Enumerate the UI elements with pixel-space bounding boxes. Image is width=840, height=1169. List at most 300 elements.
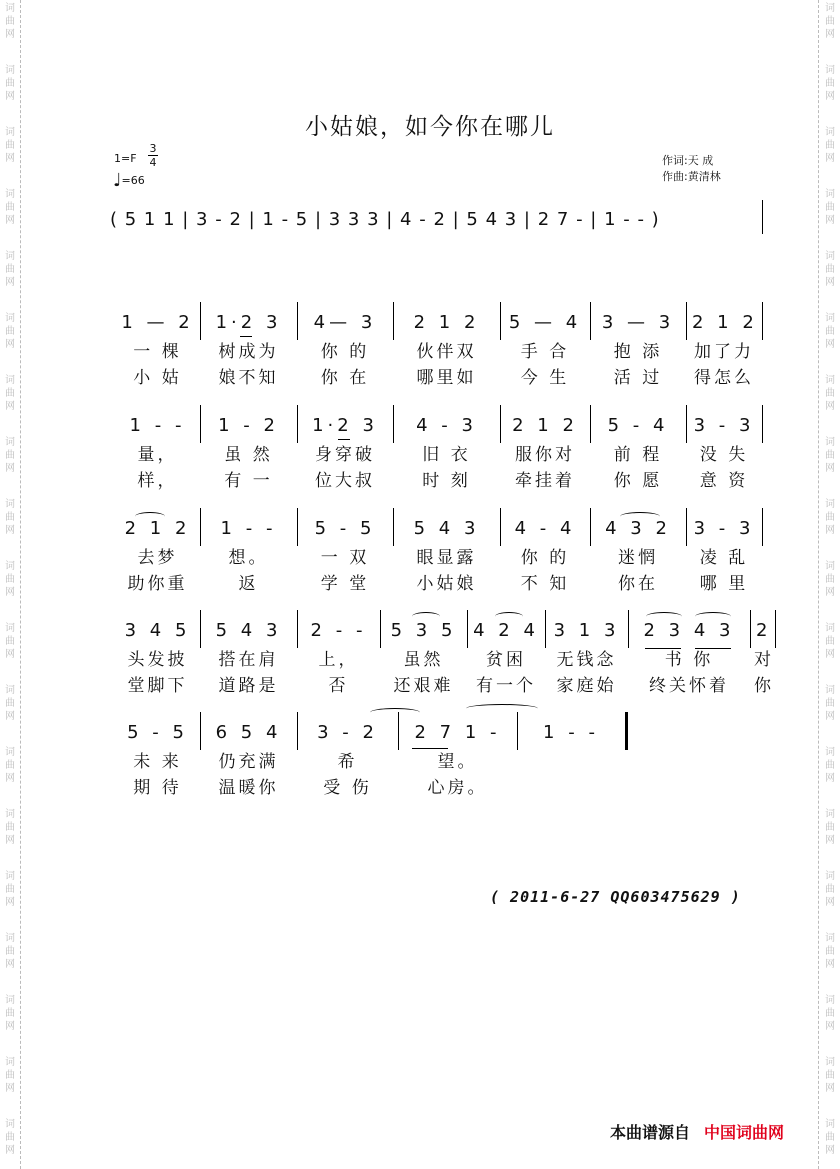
watermark-char: 词 (5, 1057, 15, 1068)
watermark (3, 622, 17, 661)
watermark-char: 词 (825, 685, 835, 696)
lyric-2: 温暖你 (218, 778, 279, 798)
watermark-char: 曲 (825, 884, 835, 895)
watermark-char: 词 (5, 437, 15, 448)
lyric-1: 虽然 (403, 650, 444, 670)
watermark-char: 曲 (5, 698, 15, 709)
measure: 3 - 2 (317, 722, 378, 743)
barline (590, 405, 591, 443)
watermark (3, 250, 17, 289)
slur (135, 512, 165, 521)
lyric-1: 服你对 (515, 445, 575, 465)
watermark-char: 曲 (825, 698, 835, 709)
tempo-marking (113, 170, 145, 191)
lyric-1: 凌 乱 (699, 548, 749, 568)
lyric-1: 伙伴双 (416, 342, 477, 362)
measure: 5 — 4 (508, 312, 582, 333)
watermark-char: 曲 (5, 1070, 15, 1081)
barline (297, 712, 298, 750)
lyric-2: 得怎么 (694, 368, 754, 388)
lyric-2: 活 过 (613, 368, 663, 388)
barline (500, 508, 501, 546)
watermark-char: 网 (825, 897, 835, 908)
barline (297, 405, 298, 443)
barline (762, 508, 763, 546)
watermark-char: 词 (825, 189, 835, 200)
watermark (823, 498, 837, 537)
watermark (823, 436, 837, 475)
quarter-note-icon: ♩ (113, 170, 122, 191)
key-signature: 1=F (114, 152, 137, 165)
watermark-char: 网 (5, 1083, 15, 1094)
watermark (823, 250, 837, 289)
lyricist-credit: 作词:天 成 (662, 154, 714, 167)
watermark (3, 64, 17, 103)
lyric-2: 心房。 (427, 778, 488, 798)
lyric-1: 贫困 (486, 650, 526, 670)
watermark-char: 词 (5, 747, 15, 758)
barline (686, 302, 687, 340)
watermark-char: 曲 (5, 822, 15, 833)
watermark (3, 808, 17, 847)
source-label: 本曲谱源自 (610, 1123, 691, 1142)
lyric-1: 去梦 (137, 548, 178, 568)
lyric-2: 你 愿 (613, 471, 663, 491)
barline (393, 302, 394, 340)
watermark-char: 词 (825, 499, 835, 510)
measure: 2 (756, 620, 772, 641)
barline (500, 302, 501, 340)
lyric-2: 终关怀着 (649, 676, 729, 696)
watermark (3, 560, 17, 599)
lyric-2: 还艰难 (393, 676, 454, 696)
intro-end-barline (762, 200, 763, 234)
slur (370, 708, 420, 717)
lyric-2: 否 (328, 676, 349, 696)
eighth-note-underline (695, 648, 731, 649)
lyric-1: 仍充满 (218, 752, 279, 772)
measure: 5 - 4 (607, 415, 669, 436)
watermark-char: 曲 (825, 202, 835, 213)
watermark (3, 684, 17, 723)
lyric-1: 一 棵 (133, 342, 182, 362)
watermark-char: 网 (5, 29, 15, 40)
measure: 1·2 3 (215, 312, 282, 333)
watermark-char: 网 (5, 91, 15, 102)
lyric-1: 望。 (437, 752, 478, 772)
measure: 3 — 3 (601, 312, 675, 333)
barline (393, 508, 394, 546)
watermark-char: 曲 (5, 326, 15, 337)
watermark-char: 曲 (5, 450, 15, 461)
measure: 3 - 3 (693, 415, 755, 436)
lyric-1: 抱 添 (613, 342, 663, 362)
lyric-1: 你 的 (320, 342, 370, 362)
lyric-1: 手 合 (520, 342, 570, 362)
watermark-char: 网 (825, 153, 835, 164)
watermark-char: 词 (825, 127, 835, 138)
time-signature-bottom: 4 (149, 156, 157, 169)
lyric-2: 意 资 (699, 471, 749, 491)
watermark-char: 词 (5, 933, 15, 944)
composer-credit: 作曲:黄清林 (662, 170, 721, 183)
watermark-char: 曲 (5, 388, 15, 399)
watermark (823, 932, 837, 971)
time-signature (148, 142, 158, 169)
eighth-note-underline (412, 748, 448, 749)
watermark (823, 374, 837, 413)
measure: 2 - - (310, 620, 367, 641)
barline (517, 712, 518, 750)
watermark-char: 网 (825, 773, 835, 784)
measure: 3 1 3 (553, 620, 620, 641)
watermark-char: 网 (825, 835, 835, 846)
measure: 5 4 3 (215, 620, 282, 641)
watermark (823, 808, 837, 847)
watermark-char: 曲 (825, 388, 835, 399)
measure: 1 - - (129, 415, 186, 436)
watermark-char: 曲 (5, 1008, 15, 1019)
lyric-1: 加了力 (694, 342, 754, 362)
lyric-1: 没 失 (699, 445, 749, 465)
watermark (3, 994, 17, 1033)
watermark-char: 曲 (825, 1070, 835, 1081)
watermark-char: 曲 (825, 140, 835, 151)
barline (628, 610, 629, 648)
barline (590, 508, 591, 546)
watermark-char: 曲 (825, 574, 835, 585)
watermark (823, 1118, 837, 1157)
lyric-2: 你 (754, 676, 774, 696)
lyric-1: 一 双 (320, 548, 370, 568)
watermark-char: 词 (825, 3, 835, 14)
lyric-2: 学 堂 (320, 574, 370, 594)
watermark-char: 词 (825, 1119, 835, 1130)
watermark-char: 词 (5, 375, 15, 386)
watermark-char: 词 (825, 561, 835, 572)
watermark-char: 曲 (825, 264, 835, 275)
watermark-char: 曲 (825, 760, 835, 771)
watermark-char: 网 (5, 277, 15, 288)
watermark-char: 网 (5, 711, 15, 722)
intro-row (0, 207, 840, 233)
song-title: 小姑娘，如今你在哪儿 (305, 114, 555, 140)
lyric-2: 小姑娘 (416, 574, 477, 594)
watermark-char: 词 (5, 561, 15, 572)
watermark (823, 1056, 837, 1095)
lyric-2: 小 姑 (133, 368, 182, 388)
measure: 2 1 2 (692, 312, 758, 333)
barline (762, 405, 763, 443)
measure: 2 7 1 - (414, 722, 501, 743)
lyric-1: 眼显露 (416, 548, 477, 568)
slur (695, 612, 731, 621)
watermark-char: 曲 (5, 946, 15, 957)
watermark (3, 2, 17, 41)
barline (686, 405, 687, 443)
measure: 5 4 3 (413, 518, 480, 539)
measure: 4 3 2 (605, 518, 671, 539)
barline (297, 610, 298, 648)
watermark-char: 曲 (5, 1132, 15, 1143)
lyric-1: 身穿破 (315, 445, 375, 465)
watermark-char: 词 (825, 65, 835, 76)
lyric-1: 头发披 (127, 650, 188, 670)
watermark-char: 词 (5, 189, 15, 200)
watermark-char: 曲 (5, 264, 15, 275)
watermark-char: 词 (5, 809, 15, 820)
measure: 2 1 2 (413, 312, 480, 333)
watermark (823, 994, 837, 1033)
watermark-char: 词 (825, 809, 835, 820)
watermark-char: 网 (5, 835, 15, 846)
lyric-1: 无钱念 (556, 650, 617, 670)
watermark-char: 网 (825, 401, 835, 412)
measure: 2 3 4 3 (643, 620, 735, 641)
watermark-char: 网 (5, 959, 15, 970)
measure: 4 - 4 (514, 518, 576, 539)
barline (750, 610, 751, 648)
eighth-note-underline (240, 336, 252, 337)
slur (495, 612, 523, 621)
watermark (3, 1056, 17, 1095)
lyric-2: 有一个 (476, 676, 536, 696)
lyric-2: 今 生 (520, 368, 570, 388)
watermark (3, 312, 17, 351)
lyric-2: 返 (238, 574, 259, 594)
slur (412, 612, 440, 621)
watermark-char: 网 (5, 339, 15, 350)
measure: 5 - 5 (127, 722, 188, 743)
watermark-char: 词 (825, 623, 835, 634)
watermark-char: 网 (5, 215, 15, 226)
watermark-char: 网 (5, 1021, 15, 1032)
watermark-char: 词 (825, 313, 835, 324)
slur (646, 612, 682, 621)
watermark-char: 网 (825, 587, 835, 598)
barline (297, 302, 298, 340)
watermark-char: 曲 (825, 450, 835, 461)
watermark-char: 词 (5, 685, 15, 696)
lyric-2: 期 待 (133, 778, 182, 798)
watermark-char: 网 (5, 1145, 15, 1156)
lyric-1: 迷惘 (618, 548, 658, 568)
watermark-char: 网 (5, 401, 15, 412)
watermark-char: 网 (825, 463, 835, 474)
lyric-1: 想。 (228, 548, 269, 568)
watermark-char: 网 (825, 649, 835, 660)
watermark-char: 曲 (5, 760, 15, 771)
lyric-2: 助你重 (127, 574, 188, 594)
watermark-char: 曲 (825, 16, 835, 27)
time-signature-top: 3 (149, 142, 157, 155)
source-site: 中国词曲网 (704, 1123, 785, 1142)
watermark (3, 746, 17, 785)
lyric-2: 有 一 (224, 471, 273, 491)
watermark-char: 网 (5, 463, 15, 474)
lyric-1: 量， (137, 445, 178, 465)
lyric-1: 前 程 (613, 445, 663, 465)
eighth-note-underline (645, 648, 681, 649)
watermark-char: 网 (825, 1021, 835, 1032)
watermark-char: 词 (5, 127, 15, 138)
watermark-char: 曲 (825, 1008, 835, 1019)
lyric-2: 受 伤 (323, 778, 372, 798)
barline (775, 610, 776, 648)
barline (380, 610, 381, 648)
watermark-char: 词 (5, 313, 15, 324)
watermark-char: 曲 (5, 884, 15, 895)
lyric-1: 未 来 (133, 752, 182, 772)
watermark-char: 网 (5, 587, 15, 598)
lyric-1: 搭在肩 (218, 650, 279, 670)
barline (762, 302, 763, 340)
right-margin-line (818, 0, 819, 1169)
watermark-char: 网 (825, 91, 835, 102)
barline (500, 405, 501, 443)
watermark (823, 622, 837, 661)
watermark (823, 870, 837, 909)
lyric-2: 娘不知 (218, 368, 279, 388)
watermark-char: 词 (825, 375, 835, 386)
lyric-1: 上， (318, 650, 359, 670)
barline (200, 302, 201, 340)
watermark (823, 560, 837, 599)
barline (590, 302, 591, 340)
measure: 3 - 3 (693, 518, 755, 539)
watermark-char: 词 (5, 65, 15, 76)
watermark (3, 1118, 17, 1157)
watermark-char: 曲 (5, 140, 15, 151)
watermark-char: 词 (825, 437, 835, 448)
lyric-2: 牵挂着 (515, 471, 575, 491)
slur (620, 512, 660, 521)
lyric-2: 哪里如 (416, 368, 477, 388)
barline (545, 610, 546, 648)
lyric-2: 哪 里 (699, 574, 749, 594)
watermark (823, 312, 837, 351)
lyric-2: 你在 (618, 574, 658, 594)
watermark-char: 词 (5, 1119, 15, 1130)
watermark-char: 词 (5, 3, 15, 14)
lyric-2: 样， (137, 471, 178, 491)
watermark-char: 网 (5, 649, 15, 660)
watermark-char: 曲 (5, 78, 15, 89)
measure: 1 - 2 (218, 415, 279, 436)
source-credit (610, 1120, 784, 1143)
lyric-1: 虽 然 (224, 445, 273, 465)
watermark-char: 网 (825, 1083, 835, 1094)
measure: 4 - 3 (416, 415, 477, 436)
watermark-char: 曲 (825, 1132, 835, 1143)
watermark-char: 网 (825, 29, 835, 40)
lyric-1: 你 的 (520, 548, 570, 568)
lyric-2: 堂脚下 (127, 676, 188, 696)
watermark-char: 网 (825, 215, 835, 226)
watermark-char: 词 (825, 995, 835, 1006)
watermark-char: 词 (5, 499, 15, 510)
barline (398, 712, 399, 750)
watermark-char: 曲 (825, 512, 835, 523)
slur (466, 704, 538, 713)
watermark (3, 932, 17, 971)
intro-notation: ( 5 1 1 | 3 - 2 | 1 - 5 | 3 3 3 | 4 - 2 | 5 4 3 | 2 7 - | 1 - - ) (110, 209, 660, 230)
measure: 6 5 4 (215, 722, 282, 743)
watermark-char: 网 (825, 711, 835, 722)
measure: 2 1 2 (124, 518, 191, 539)
lyric-2: 时 刻 (422, 471, 471, 491)
watermark-char: 曲 (825, 78, 835, 89)
watermark-char: 曲 (825, 946, 835, 957)
barline (467, 610, 468, 648)
watermark-char: 网 (825, 959, 835, 970)
barline (297, 508, 298, 546)
lyric-2: 你 在 (320, 368, 370, 388)
watermark-char: 网 (5, 525, 15, 536)
watermark-char: 网 (825, 525, 835, 536)
barline (200, 405, 201, 443)
measure: 1 - - (543, 722, 599, 743)
measure: 5 3 5 (390, 620, 457, 641)
measure: 1 - - (220, 518, 277, 539)
measure: 1·2 3 (312, 415, 378, 436)
watermark-char: 曲 (5, 636, 15, 647)
watermark (823, 684, 837, 723)
lyric-1: 树成为 (218, 342, 279, 362)
lyric-1: 希 (337, 752, 358, 772)
watermark-char: 曲 (5, 16, 15, 27)
watermark-char: 网 (5, 773, 15, 784)
watermark-char: 词 (825, 871, 835, 882)
watermark (3, 870, 17, 909)
watermark-char: 词 (825, 251, 835, 262)
measure: 4— 3 (313, 312, 377, 333)
watermark-char: 网 (5, 897, 15, 908)
measure: 3 4 5 (124, 620, 191, 641)
watermark (823, 2, 837, 41)
lyric-2: 道路是 (218, 676, 279, 696)
watermark-char: 曲 (5, 512, 15, 523)
watermark (823, 746, 837, 785)
barline (393, 405, 394, 443)
watermark (823, 64, 837, 103)
watermark-char: 网 (825, 339, 835, 350)
watermark-char: 曲 (5, 574, 15, 585)
watermark-char: 词 (5, 623, 15, 634)
final-double-barline (625, 712, 628, 750)
watermark-char: 网 (5, 153, 15, 164)
watermark-char: 词 (5, 251, 15, 262)
watermark-char: 网 (825, 277, 835, 288)
eighth-note-underline (338, 439, 350, 440)
watermark-char: 词 (825, 1057, 835, 1068)
left-margin-line (20, 0, 21, 1169)
watermark-char: 词 (5, 995, 15, 1006)
barline (200, 508, 201, 546)
watermark (3, 436, 17, 475)
watermark-char: 词 (5, 871, 15, 882)
date-note: ( 2011-6-27 QQ603475629 ) (490, 888, 741, 906)
measure: 4 2 4 (473, 620, 539, 641)
lyric-2: 不 知 (520, 574, 570, 594)
lyric-2: 位大叔 (315, 471, 375, 491)
watermark-char: 曲 (5, 202, 15, 213)
watermark (3, 498, 17, 537)
watermark-char: 词 (825, 933, 835, 944)
watermark (3, 374, 17, 413)
tempo-value: =66 (121, 174, 145, 187)
measure: 2 1 2 (512, 415, 578, 436)
